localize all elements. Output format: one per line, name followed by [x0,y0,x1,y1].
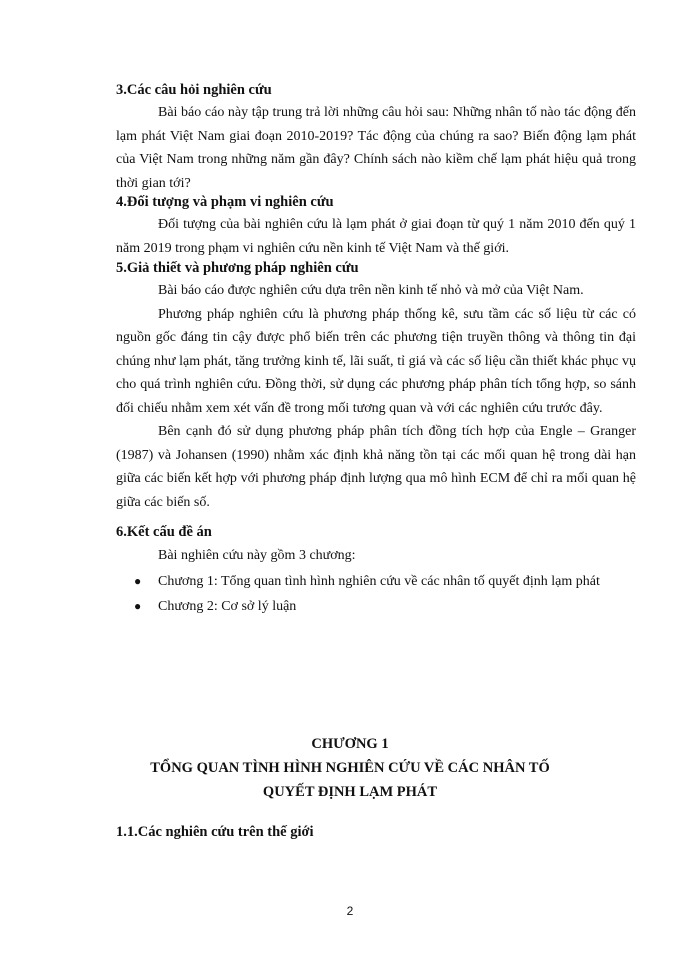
list-item [116,595,636,618]
bullet-icon: ● [134,573,142,588]
bullet-icon: ● [134,598,142,613]
section-3 [116,80,636,195]
chapter-number: CHƯƠNG 1 [311,736,389,752]
chapter-title-line-1: TỔNG QUAN TÌNH HÌNH NGHIÊN CỨU VỀ CÁC NHÂN TỐ [150,760,550,776]
chapter-list [116,570,636,618]
section-6 [116,522,636,618]
list-item [116,570,636,593]
section-3-paragraph: Bài báo cáo này tập trung trả lời những câu hỏi sau: Những nhân tố nào tác động đến lạm phát Việt Nam giai đoạn 2010-2019? Tác động của chúng ra sao? Biến động lạm phát của Việt Nam trong những năm gần đây? Chính sách nào kiềm chế lạm phát hiệu quả trong thời gian tới? [116,105,636,191]
section-5 [116,258,636,514]
section-5-paragraph-3: Bên cạnh đó sử dụng phương pháp phân tích đồng tích hợp của Engle – Granger (1987) và Johansen (1990) nhằm xác định khả năng tồn tại các mối quan hệ trong dài hạn giữa các biến kết hợp với phương pháp định lượng qua mô hình ECM để chỉ ra mối quan hệ giữa các biến số. [116,424,636,510]
subsection-heading: 1.1.Các nghiên cứu trên thế giới [116,824,314,840]
subsection-1-1 [116,822,636,842]
list-item-text: Chương 1: Tổng quan tình hình nghiên cứu về các nhân tố quyết định lạm phát [158,573,600,589]
section-3-heading: 3.Các câu hỏi nghiên cứu [116,82,272,98]
page-number: 2 [346,904,354,918]
chapter-title-line-2: QUYẾT ĐỊNH LẠM PHÁT [262,784,438,800]
section-4-heading: 4.Đối tượng và phạm vi nghiên cứu [116,194,334,210]
section-6-heading: 6.Kết cấu đề án [116,524,212,540]
section-5-heading: 5.Giả thiết và phương pháp nghiên cứu [116,260,359,276]
section-4 [116,192,636,260]
section-6-intro: Bài nghiên cứu này gồm 3 chương: [158,548,356,563]
section-4-paragraph: Đối tượng của bài nghiên cứu là lạm phát ở giai đoạn từ quý 1 năm 2010 đến quý 1 năm 2019 trong phạm vi nghiên cứu nền kinh tế Việt Nam và thế giới. [116,217,636,256]
list-item-text: Chương 2: Cơ sở lý luận [158,598,297,614]
section-5-paragraph-2: Phương pháp nghiên cứu là phương pháp thống kê, sưu tầm các số liệu từ các có nguồn gốc đáng tin cậy được phổ biến trên các phương tiện truyền thông và thông tin đại chúng như lạm phát, tăng trưởng kinh tế, lãi suất, tỉ giá và các số liệu cần thiết khác phục vụ cho quá trình nghiên cứu. Đồng thời, sử dụng các phương pháp phân tích tổng hợp, so sánh đối chiếu nhằm xem xét vấn đề trong mối tương quan và với các nghiên cứu trước đây. [116,306,636,416]
section-5-paragraph-1: Bài báo cáo được nghiên cứu dựa trên nền kinh tế nhỏ và mở của Việt Nam. [158,283,584,298]
